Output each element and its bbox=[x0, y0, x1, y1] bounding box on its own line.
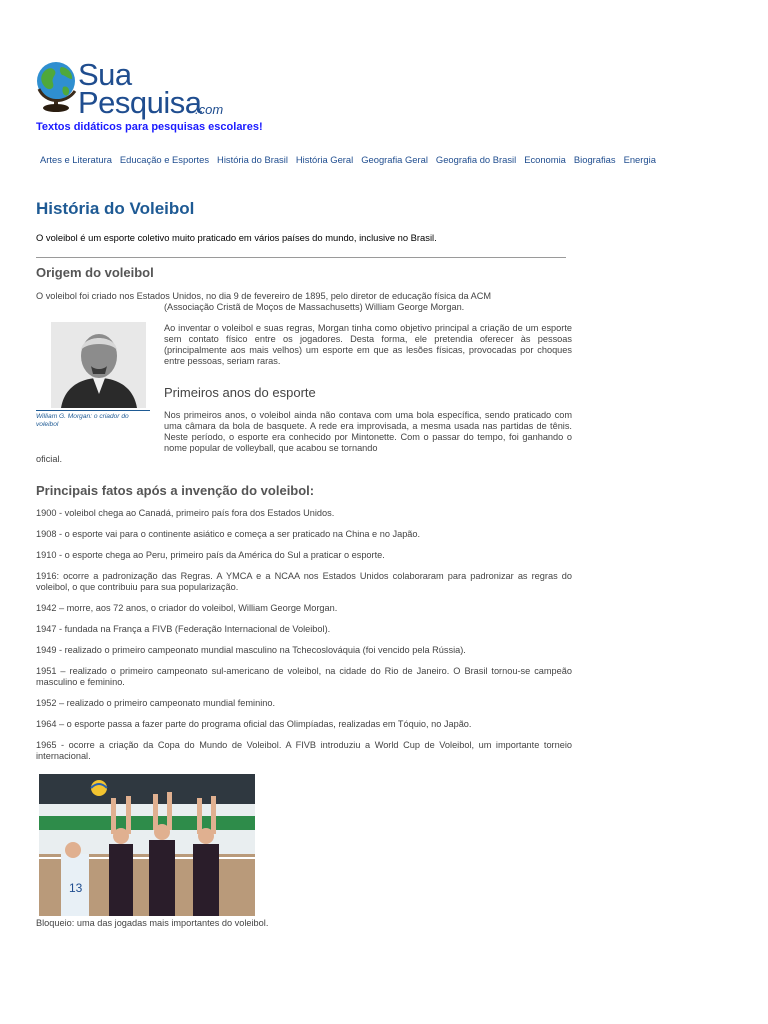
logo-text-com: .com bbox=[195, 102, 224, 117]
paragraph-primeiros-anos-body: Nos primeiros anos, o voleibol ainda não contava com uma bola específica, sendo praticado com uma câmara da bola de basquete. A rede era improvisada, a mesma usada nas partidas de tênis. Neste período, o esporte era conhecido por Mintonette. Com o passar do tempo, foi ganhando o nome popular de volleyball, que acabou se tornando bbox=[164, 410, 572, 453]
section-divider bbox=[36, 257, 566, 258]
paragraph-origem-1 bbox=[36, 291, 572, 313]
nav-item-educacao-e-esportes[interactable]: Educação e Esportes bbox=[119, 154, 210, 165]
nav-item-geografia-geral[interactable]: Geografia Geral bbox=[361, 154, 428, 165]
fact-item: 1910 - o esporte chega ao Peru, primeiro país da América do Sul a praticar o esporte. bbox=[36, 550, 385, 560]
fact-item: 1951 – realizado o primeiro campeonato sul-americano de voleibol, na cidade do Rio de Janeiro. O Brasil tornou-se campeão masculino e feminino. bbox=[36, 666, 572, 687]
paragraph-origem-1-line2: (Associação Cristã de Moços de Massachusetts) William George Morgan. bbox=[164, 302, 465, 312]
site-logo[interactable] bbox=[35, 57, 235, 123]
fact-item: 1942 – morre, aos 72 anos, o criador do voleibol, William George Morgan. bbox=[36, 603, 338, 613]
svg-text:13: 13 bbox=[69, 881, 83, 895]
heading-principais-fatos: Principais fatos após a invenção do voleibol: bbox=[36, 483, 315, 498]
paragraph-primeiros-anos-tail: oficial. bbox=[36, 454, 63, 464]
portrait-william-morgan bbox=[51, 322, 146, 408]
globe-icon bbox=[35, 59, 79, 113]
facts-list bbox=[36, 508, 572, 772]
logo-text-pesquisa: Pesquisa bbox=[78, 85, 202, 120]
article-intro: O voleibol é um esporte coletivo muito praticado em vários países do mundo, inclusive no Brasil. bbox=[36, 232, 437, 243]
page-title: História do Voleibol bbox=[36, 199, 195, 218]
fact-item: 1949 - realizado o primeiro campeonato mundial masculino na Tchecoslováquia (foi vencido pela Rússia). bbox=[36, 645, 466, 655]
fact-item: 1916: ocorre a padronização das Regras. A YMCA e a NCAA nos Estados Unidos colaboraram para padronizar as regras do voleibol, o que contribuiu para sua popularização. bbox=[36, 571, 572, 592]
fact-item: 1947 - fundada na França a FIVB (Federação Internacional de Voleibol). bbox=[36, 624, 331, 634]
nav-item-economia[interactable]: Economia bbox=[524, 154, 566, 165]
logo-text-sua: Sua bbox=[78, 57, 132, 92]
fact-item: 1952 – realizado o primeiro campeonato mundial feminino. bbox=[36, 698, 276, 708]
paragraph-origem-2: Ao inventar o voleibol e suas regras, Morgan tinha como objetivo principal a criação de um esporte sem contato físico entre os jogadores. Desta forma, ele pretendia oferecer às pessoas (principalmente aos mais velhos) um esporte em que as lesões físicas, provocadas por choques entre pessoas, seriam raras. bbox=[164, 323, 572, 366]
volleyball-block-photo bbox=[39, 774, 255, 916]
nav-item-biografias[interactable]: Biografias bbox=[573, 154, 616, 165]
nav-item-artes-e-literatura[interactable]: Artes e Literatura bbox=[40, 154, 112, 165]
paragraph-origem-1-line1: O voleibol foi criado nos Estados Unidos, no dia 9 de fevereiro de 1895, pelo diretor de educação física da ACM bbox=[36, 291, 492, 301]
paragraph-primeiros-anos bbox=[36, 410, 572, 465]
fact-item: 1965 - ocorre a criação da Copa do Mundo de Voleibol. A FIVB introduziu a World Cup de Voleibol, um importante torneio internacional. bbox=[36, 740, 572, 761]
portrait-caption: William G. Morgan: o criador do voleibol bbox=[36, 413, 129, 428]
photo-caption: Bloqueio: uma das jogadas mais importantes do voleibol. bbox=[36, 918, 269, 928]
heading-origem: Origem do voleibol bbox=[36, 265, 154, 280]
nav-item-historia-do-brasil[interactable]: História do Brasil bbox=[217, 154, 288, 165]
fact-item: 1964 – o esporte passa a fazer parte do programa oficial das Olimpíadas, realizadas em Tóquio, no Japão. bbox=[36, 719, 472, 729]
nav-item-energia[interactable]: Energia bbox=[623, 154, 656, 165]
main-nav bbox=[36, 154, 660, 165]
nav-item-historia-geral[interactable]: História Geral bbox=[295, 154, 354, 165]
fact-item: 1908 - o esporte vai para o continente asiático e começa a ser praticado na China e no Japão. bbox=[36, 529, 421, 539]
site-tagline: Textos didáticos para pesquisas escolares! bbox=[36, 121, 263, 133]
nav-item-geografia-do-brasil[interactable]: Geografia do Brasil bbox=[435, 154, 517, 165]
heading-primeiros-anos: Primeiros anos do esporte bbox=[164, 385, 316, 400]
fact-item: 1900 - voleibol chega ao Canadá, primeiro país fora dos Estados Unidos. bbox=[36, 508, 335, 518]
